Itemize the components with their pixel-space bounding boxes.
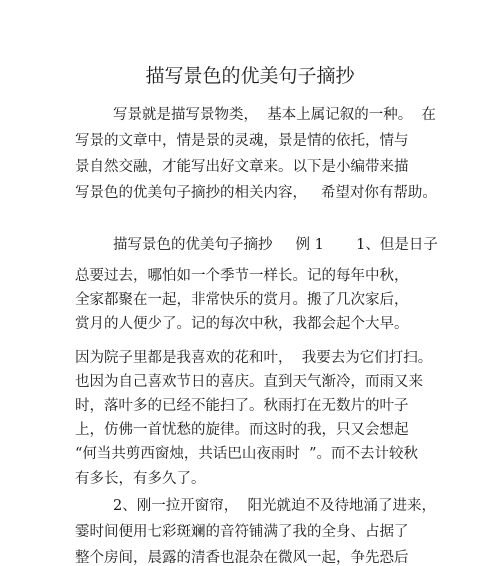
- paragraph-line: 赏月的人便少了。记的每次中秋，我都会起个大早。: [75, 316, 409, 332]
- intro-line: 写景色的优美句子摘抄的相关内容， 希望对你有帮助。: [75, 185, 437, 201]
- paragraph-line: 霎时间便用七彩斑斓的音符铺满了我的全身、占据了: [75, 524, 409, 540]
- paragraph-line: 时，落叶多的已经不能扫了。秋雨打在无数片的叶子: [75, 398, 409, 414]
- paragraph-line: 总要过去，哪怕如一个季节一样长。记的每年中秋，: [75, 268, 409, 284]
- section-heading-line: 描写景色的优美句子摘抄 例 1 1、但是日子: [113, 237, 438, 253]
- paragraph-line: 因为院子里都是我喜欢的花和叶， 我要去为它们打扫。: [75, 350, 433, 366]
- paragraph-line: 有多长，有多久了。: [75, 471, 206, 487]
- paragraph-line: 上，仿佛一首忧愁的旋律。而这时的我，只又会想起: [75, 422, 409, 438]
- intro-line: 写景的文章中，情是景的灵魂，景是情的依托，情与: [75, 133, 409, 149]
- intro-line: 景自然交融，才能写出好文章来。以下是小编带来描: [75, 159, 409, 175]
- intro-line: 写景就是描写景物类， 基本上属记叙的一种。 在: [113, 107, 436, 123]
- page-title: 描写景色的优美句子摘抄: [145, 65, 355, 87]
- paragraph-line: “何当共剪西窗烛，共话巴山夜雨时 ”。而不去计较秋: [75, 446, 419, 462]
- paragraph-line: 全家都聚在一起，非常快乐的赏月。搬了几次家后，: [75, 292, 409, 308]
- paragraph-line: 2、刚一拉开窗帘， 阳光就迫不及待地涌了进来，: [113, 498, 436, 514]
- paragraph-line: 整个房间，晨露的清香也混杂在微风一起，争先恐后: [75, 550, 409, 566]
- paragraph-line: 也因为自己喜欢节日的喜庆。直到天气渐冷，而雨又来: [75, 374, 423, 390]
